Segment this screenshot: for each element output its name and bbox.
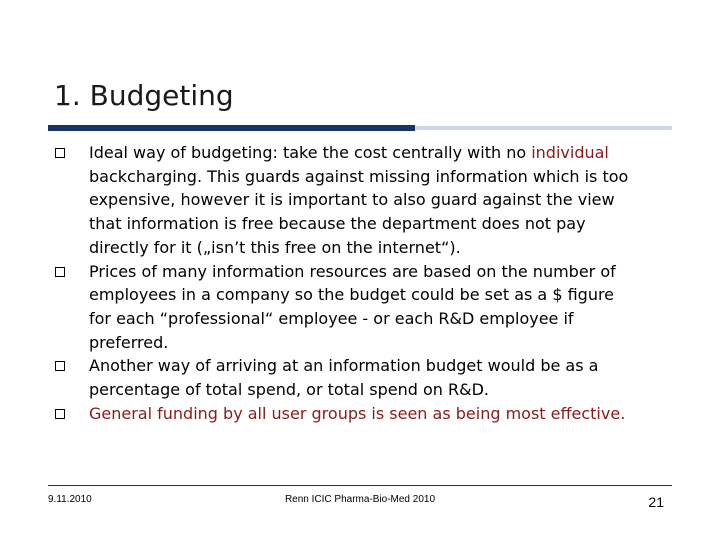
bullet-text: Prices of many information resources are based on the number of employees in a company so the budget could be set as a $ figure for each “professional“ employee - or each R&D employee if preferred. [89, 261, 616, 352]
checkbox-bullet-icon [55, 409, 65, 419]
footer-event-label: Renn ICIC Pharma-Bio-Med 2010 [284, 494, 436, 505]
bullet-highlight: individual [531, 143, 609, 162]
footer-date: 9.11.2010 [48, 494, 92, 505]
bullet-list [0, 141, 720, 425]
bullet-item-4 [0, 402, 629, 426]
bullet-item-3 [0, 354, 629, 401]
bullet-item-2 [0, 260, 629, 355]
checkbox-bullet-icon [55, 267, 65, 277]
footer-divider [48, 485, 672, 486]
bullet-highlight: General funding by all user groups is seen as being most effective. [89, 403, 626, 423]
checkbox-bullet-icon [55, 361, 65, 371]
title-underline-dark [48, 125, 415, 131]
bullet-text: Ideal way of budgeting: take the cost centrally with no [89, 143, 532, 162]
checkbox-bullet-icon [55, 148, 65, 158]
title-underline-light [415, 126, 672, 130]
slide-title: 1. Budgeting [54, 79, 234, 112]
bullet-text-after: backcharging. This guards against missing information which is too expensive, however it is important to also guard against the view that information is free because the department does not pay directly for it („isn’t this free on the internet“). [89, 166, 629, 257]
bullet-text: Another way of arriving at an information budget would be as a percentage of total spend, or total spend on R&D. [89, 356, 599, 400]
page-number: 21 [648, 494, 664, 510]
bullet-item-1 [0, 141, 629, 260]
